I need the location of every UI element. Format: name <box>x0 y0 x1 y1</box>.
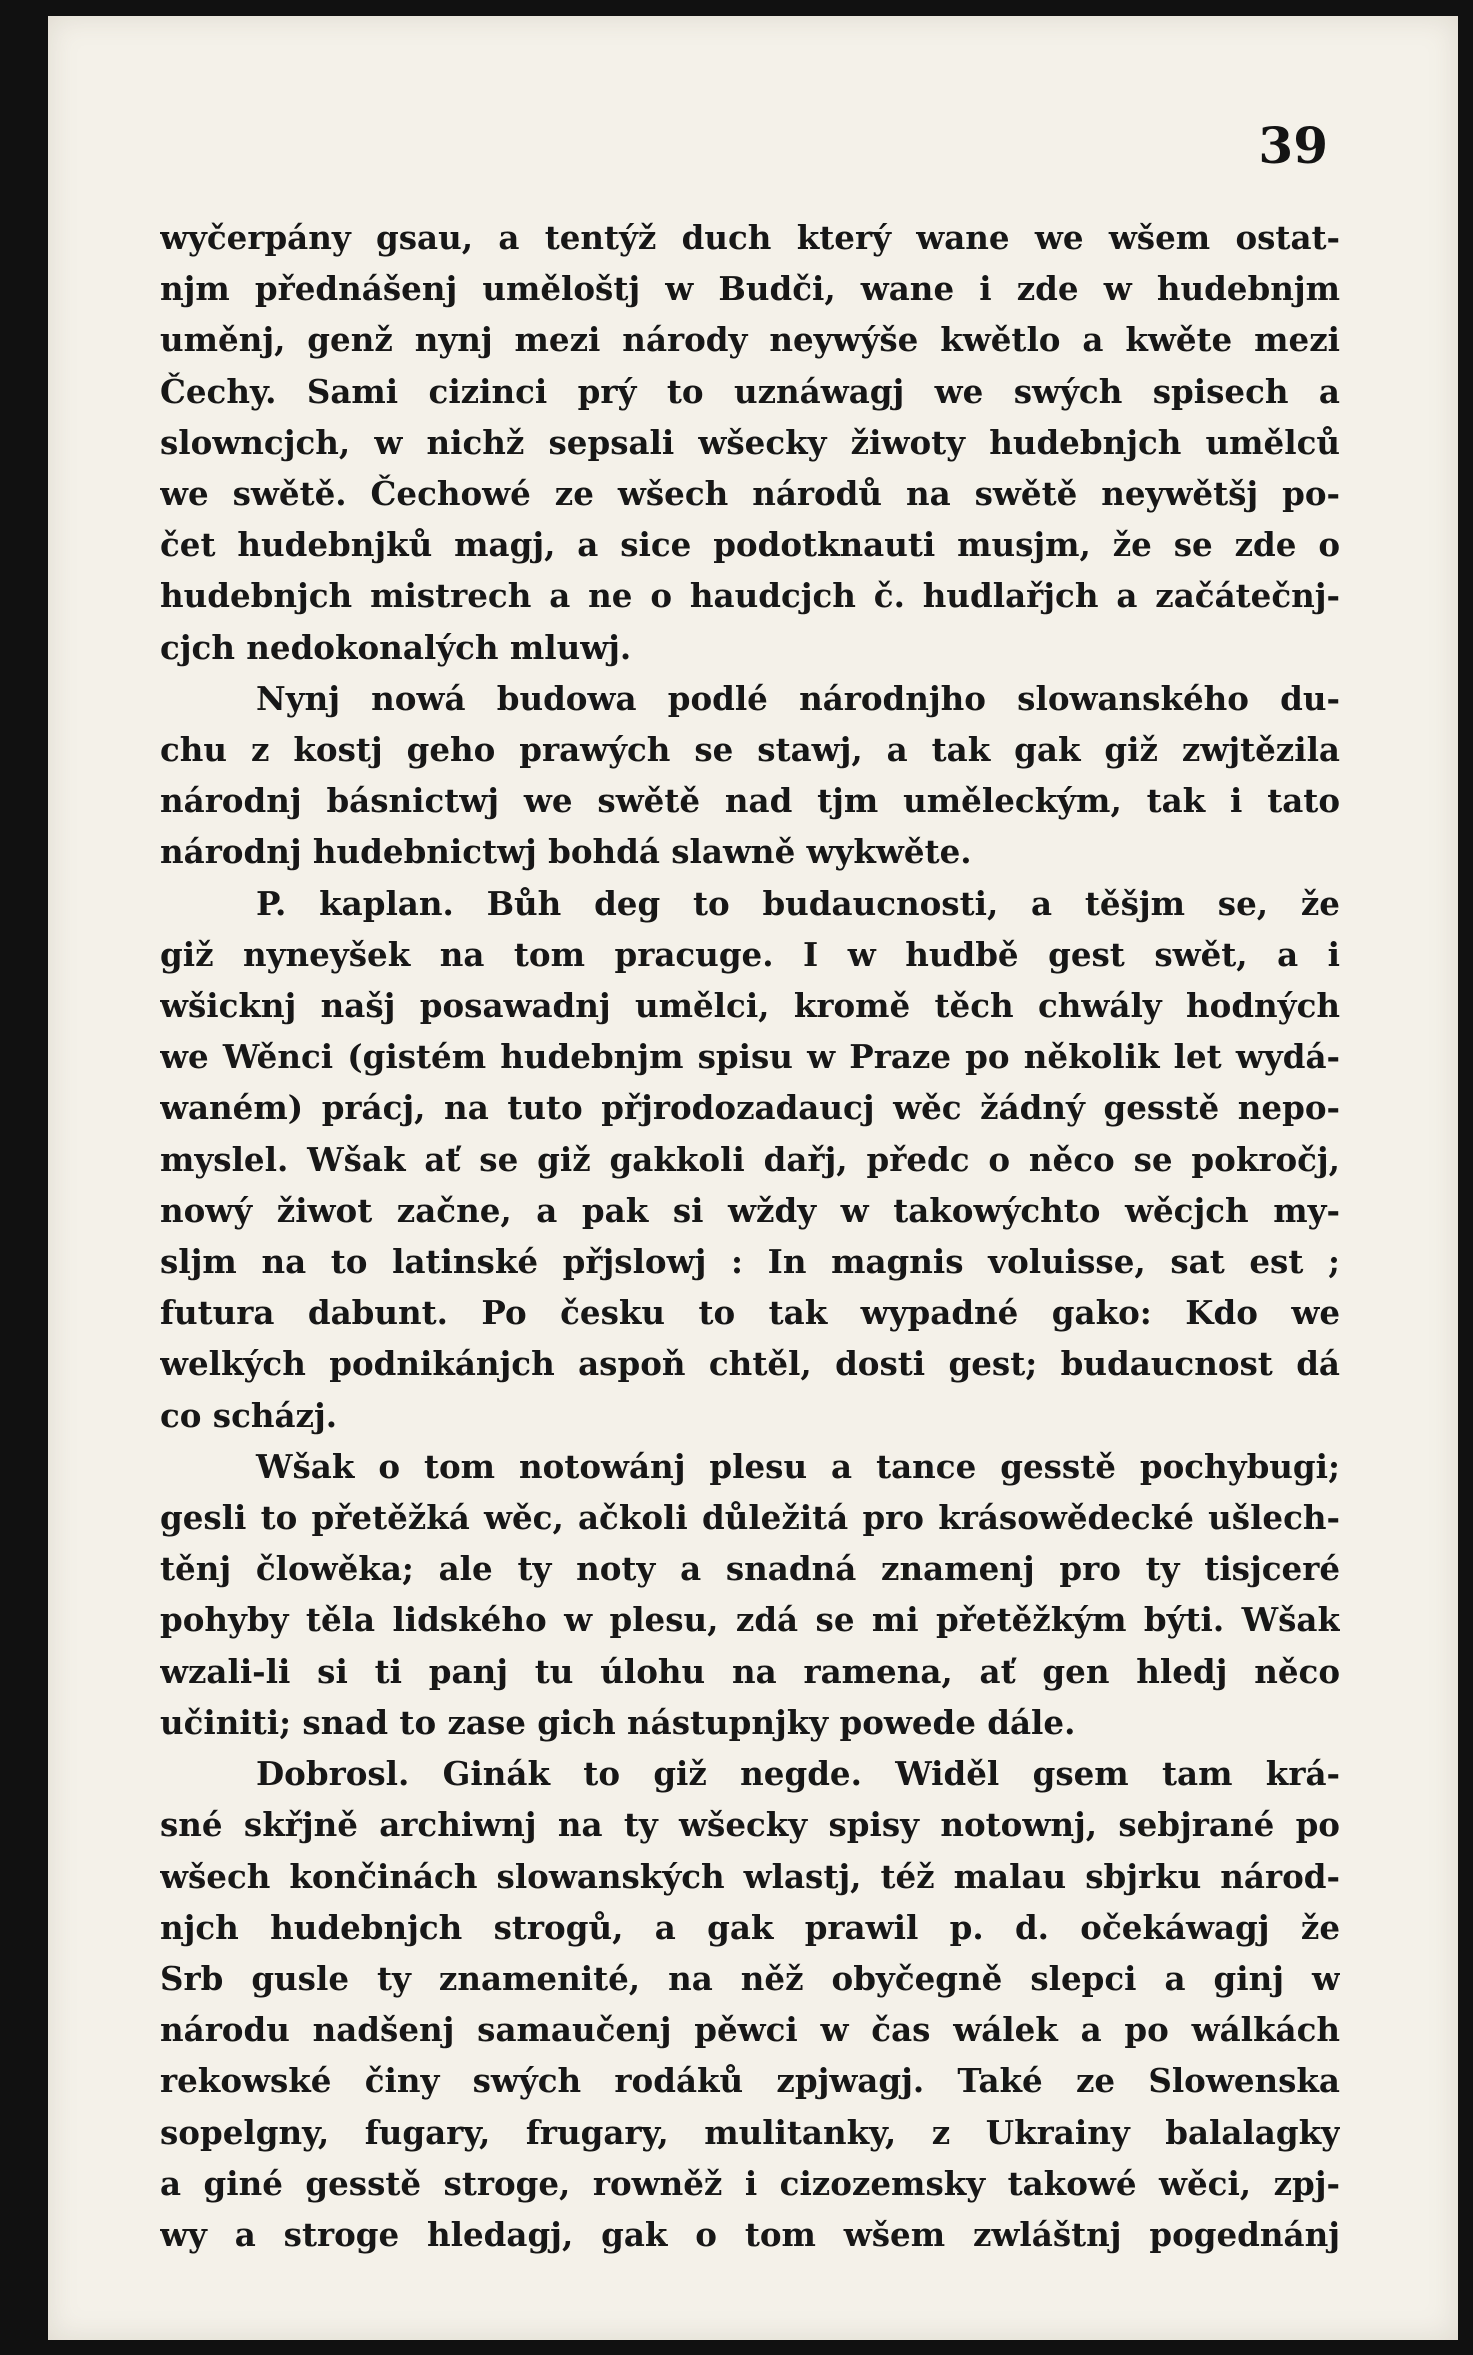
text-line: sné skřjně archiwnj na ty wšecky spisy notownj, sebjrané po <box>160 1805 1340 1845</box>
text-line: uměnj, genž nynj mezi národy neywýše kwětlo a kwěte mezi <box>160 320 1340 360</box>
text-line: učiniti; snad to zase gich nástupnjky powede dále. <box>160 1702 1076 1742</box>
text-line: welkých podnikánjch aspoň chtěl, dosti gest; budaucnost dá <box>160 1344 1340 1384</box>
text-line: giž nyneyšek na tom pracuge. I w hudbě gest swět, a i <box>160 934 1340 974</box>
text-line: wzali-li si ti panj tu úlohu na ramena, ať gen hledj něco <box>160 1651 1340 1691</box>
text-line: gesli to přetěžká wěc, ačkoli důležitá pro krásowědecké ušlech- <box>160 1498 1340 1538</box>
text-line: sopelgny, fugary, frugary, mulitanky, z Ukrainy balalagky <box>160 2112 1340 2152</box>
text-line: wy a stroge hledagj, gak o tom wšem zwláštnj pogednánj <box>160 2214 1340 2254</box>
text-line: slowncjch, w nichž sepsali wšecky žiwoty hudebnjch umělců <box>160 422 1340 462</box>
text-line: P. kaplan. Bůh deg to budaucnosti, a těšjm se, že <box>256 883 1340 923</box>
text-line: chu z kostj geho prawých se stawj, a tak gak giž zwjtězila <box>160 730 1340 770</box>
text-line: wšech končinách slowanských wlastj, též malau sbjrku národ- <box>160 1856 1340 1896</box>
text-line: myslel. Wšak ať se giž gakkoli dařj, předc o něco se pokročj, <box>160 1139 1340 1179</box>
text-line: njm přednášenj uměloštj w Budči, wane i zde w hudebnjm <box>160 269 1340 309</box>
text-line: pohyby těla lidského w plesu, zdá se mi přetěžkým býti. Wšak <box>160 1600 1340 1640</box>
text-line: národnj básnictwj we swětě nad tjm uměleckým, tak i tato <box>160 781 1340 821</box>
text-line: nowý žiwot začne, a pak si wždy w takowýchto wěcjch my- <box>160 1190 1340 1230</box>
text-line: sljm na to latinské přjslowj : In magnis voluisse, sat est ; <box>160 1242 1340 1282</box>
text-line: rekowské činy swých rodáků zpjwagj. Také ze Slowenska <box>160 2061 1340 2101</box>
text-line: wšicknj našj posawadnj umělci, kromě těch chwály hodných <box>160 986 1340 1026</box>
text-line: futura dabunt. Po česku to tak wypadné gako: Kdo we <box>160 1293 1340 1333</box>
text-line: Nynj nowá budowa podlé národnjho slowanského du- <box>256 678 1340 718</box>
text-line: wyčerpány gsau, a tentýž duch který wane we wšem ostat- <box>160 218 1340 257</box>
body-text <box>160 212 1340 2260</box>
text-line: we swětě. Čechowé ze wšech národů na swětě neywětšj po- <box>160 474 1340 514</box>
text-line: waném) prácj, na tuto přjrodozadaucj wěc žádný gesstě nepo- <box>160 1088 1340 1128</box>
text-line: cjch nedokonalých mluwj. <box>160 627 632 667</box>
text-line: těnj člowěka; ale ty noty a snadná znamenj pro ty tisjceré <box>160 1549 1340 1589</box>
text-line: njch hudebnjch strogů, a gak prawil p. d. očekáwagj že <box>160 1907 1340 1947</box>
text-line: co scházj. <box>160 1395 338 1435</box>
text-line: čet hudebnjků magj, a sice podotknauti musjm, že se zde o <box>160 525 1340 565</box>
book-page <box>48 16 1458 2340</box>
text-line: Srb gusle ty znamenité, na něž obyčegně slepci a ginj w <box>160 1958 1340 1998</box>
text-line: národnj hudebnictwj bohdá slawně wykwěte. <box>160 832 972 872</box>
text-line: Čechy. Sami cizinci prý to uznáwagj we swých spisech a <box>160 371 1340 411</box>
page-number: 39 <box>1258 116 1328 175</box>
text-line: a giné gesstě stroge, rowněž i cizozemsky takowé wěci, zpj- <box>160 2163 1340 2203</box>
text-line: národu nadšenj samaučenj pěwci w čas wálek a po wálkách <box>160 2010 1340 2050</box>
text-line: Dobrosl. Ginák to giž negde. Widěl gsem tam krá- <box>256 1754 1340 1794</box>
text-line: Wšak o tom notowánj plesu a tance gesstě pochybugi; <box>256 1446 1340 1486</box>
text-line: we Wěnci (gistém hudebnjm spisu w Praze po několik let wydá- <box>160 1037 1340 1077</box>
text-line: hudebnjch mistrech a ne o haudcjch č. hudlařjch a začátečnj- <box>160 576 1340 616</box>
